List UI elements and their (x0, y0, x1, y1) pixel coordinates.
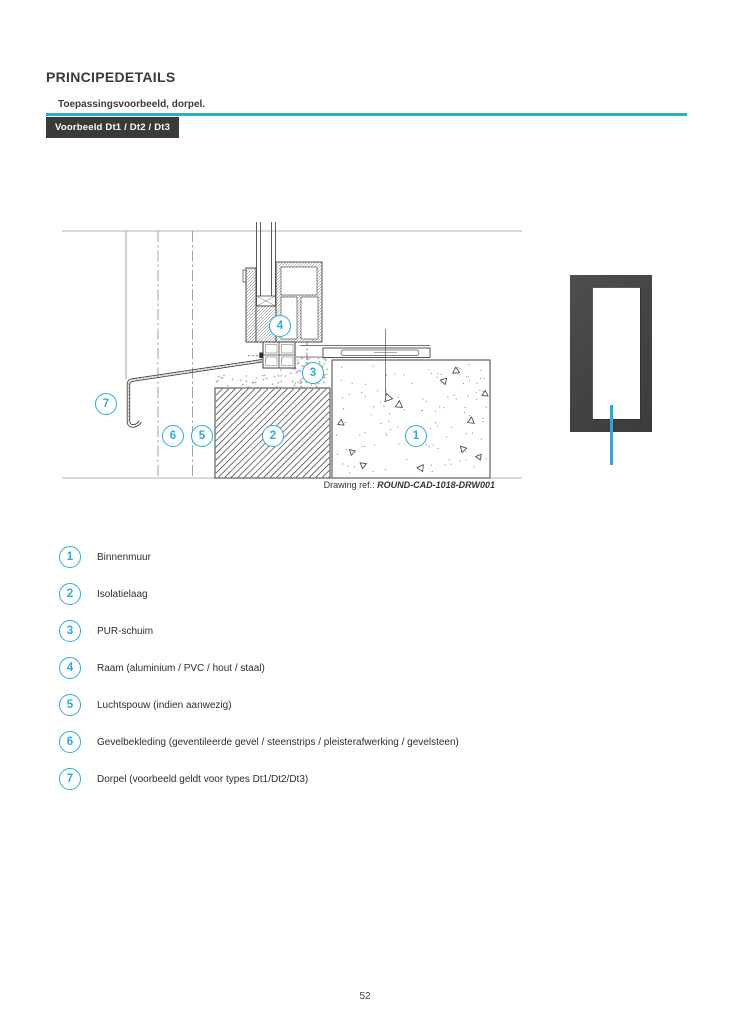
legend-number-1: 1 (59, 546, 81, 568)
legend-number-2: 2 (59, 583, 81, 605)
drawing-reference (195, 480, 495, 490)
page-title: PRINCIPEDETAILS (46, 69, 176, 85)
legend-item-2 (59, 583, 459, 605)
legend-label-3: PUR-schuim (97, 625, 154, 637)
callout-3: 3 (302, 362, 324, 384)
legend-number-4: 4 (59, 657, 81, 679)
callout-5: 5 (191, 425, 213, 447)
drawing-reference-code: ROUND-CAD-1018-DRW001 (377, 480, 495, 490)
callout-1: 1 (405, 425, 427, 447)
legend (59, 546, 459, 805)
callout-7: 7 (95, 393, 117, 415)
legend-label-5: Luchtspouw (indien aanwezig) (97, 699, 232, 711)
legend-number-3: 3 (59, 620, 81, 642)
subframe-block (248, 342, 295, 368)
callout-6: 6 (162, 425, 184, 447)
legend-item-3 (59, 620, 459, 642)
concrete-block (332, 360, 490, 478)
legend-item-5 (59, 694, 459, 716)
legend-item-4 (59, 657, 459, 679)
legend-item-1 (59, 546, 459, 568)
drawing-reference-label: Drawing ref.: (323, 480, 375, 490)
callout-4: 4 (269, 315, 291, 337)
legend-number-7: 7 (59, 768, 81, 790)
legend-label-7: Dorpel (voorbeeld geldt voor types Dt1/Dt2/Dt3) (97, 773, 309, 785)
glazing-unit (257, 222, 276, 306)
legend-number-5: 5 (59, 694, 81, 716)
cad-drawing (55, 218, 525, 484)
accent-rule (46, 113, 687, 116)
legend-label-1: Binnenmuur (97, 551, 151, 563)
legend-label-6: Gevelbekleding (geventileerde gevel / steenstrips / pleisterafwerking / gevelsteen) (97, 736, 459, 748)
legend-item-6 (59, 731, 459, 753)
legend-item-7 (59, 768, 459, 790)
legend-number-6: 6 (59, 731, 81, 753)
legend-label-2: Isolatielaag (97, 588, 148, 600)
page-subtitle: Toepassingsvoorbeeld, dorpel. (58, 99, 206, 110)
callout-2: 2 (262, 425, 284, 447)
window-pictogram-opening (593, 288, 640, 419)
legend-label-4: Raam (aluminium / PVC / hout / staal) (97, 662, 265, 674)
example-tag: Voorbeeld Dt1 / Dt2 / Dt3 (46, 117, 179, 138)
anchor-plate (300, 346, 430, 358)
page-number: 52 (359, 991, 371, 1002)
sill-indicator-line (610, 405, 613, 465)
